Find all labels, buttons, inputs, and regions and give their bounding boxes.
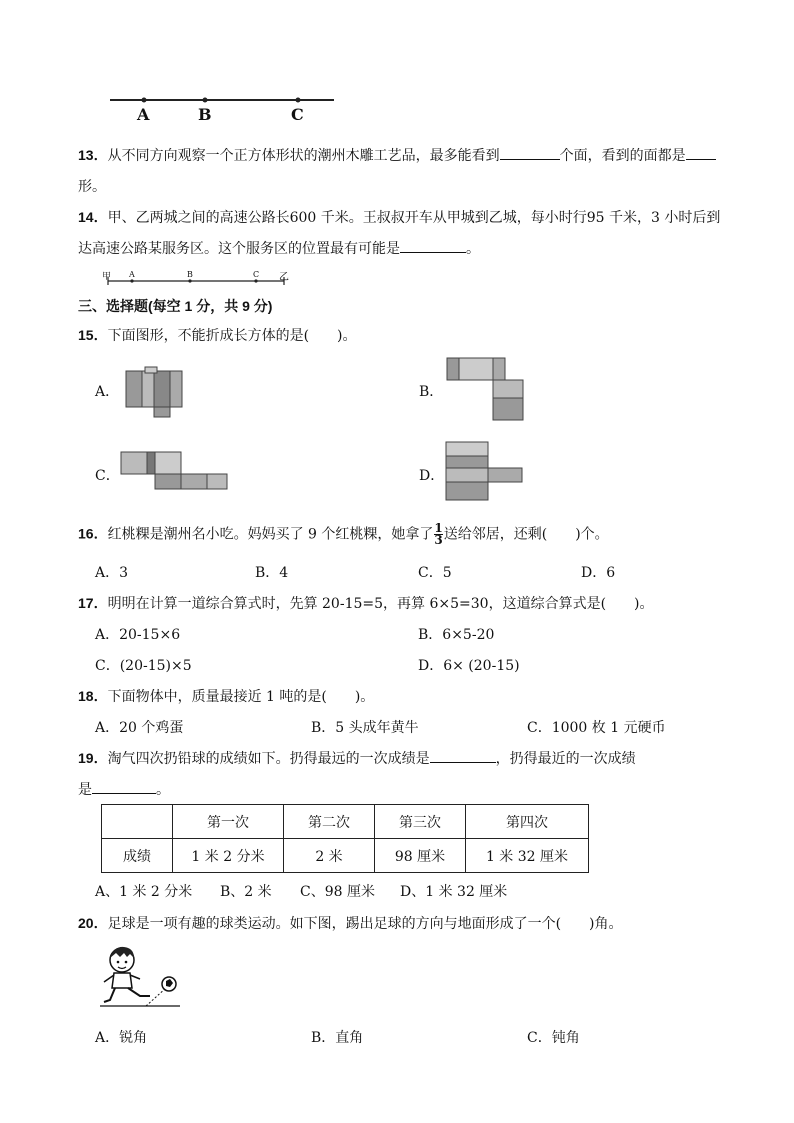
option-a[interactable]: A．锐角 bbox=[95, 1030, 148, 1046]
table-header-row bbox=[102, 805, 589, 839]
question-text: 明明在计算一道综合算式时，先算 20-15=5，再算 6×5=30，这道综合算式是( )。 bbox=[107, 596, 654, 612]
question-text: 足球是一项有趣的球类运动。如下图，踢出足球的方向与地面形成了一个( )角。 bbox=[107, 916, 623, 932]
score-table bbox=[101, 804, 589, 873]
fraction-denominator: 3 bbox=[434, 533, 443, 547]
net-figure-a bbox=[125, 366, 185, 418]
table-cell: 成绩 bbox=[102, 839, 173, 873]
table-cell: 1 米 2 分米 bbox=[173, 839, 284, 873]
soccer-player-illustration bbox=[100, 944, 182, 1010]
question-text: 。 bbox=[466, 241, 480, 257]
point-label-b: B bbox=[198, 105, 212, 124]
fraction-one-third bbox=[434, 523, 442, 546]
road-label-jia: 甲 bbox=[102, 272, 112, 282]
option-b[interactable]: B、2 米 bbox=[220, 884, 272, 900]
fraction-numerator: 1 bbox=[434, 521, 443, 535]
question-text: 达高速公路某服务区。这个服务区的位置最有可能是 bbox=[78, 241, 400, 257]
question-text: 个面，看到的面都是 bbox=[559, 148, 686, 164]
option-c[interactable]: C．钝角 bbox=[527, 1030, 580, 1046]
question-text: 甲、乙两城之间的高速公路长600 千米。王叔叔开车从甲城到乙城，每小时行95 千米，3 小时后到 bbox=[107, 210, 721, 226]
question-number: 14． bbox=[78, 209, 108, 225]
point-label-c: C bbox=[291, 105, 304, 124]
question-text: 是 bbox=[78, 782, 92, 798]
question-text: 下面物体中，质量最接近 1 吨的是( )。 bbox=[107, 689, 375, 705]
road-label-yi: 乙 bbox=[279, 272, 289, 283]
table-row bbox=[102, 839, 589, 873]
road-label-c: C bbox=[253, 270, 260, 279]
question-13 bbox=[78, 145, 716, 165]
option-a[interactable]: A、1 米 2 分米 bbox=[95, 884, 193, 900]
option-d[interactable]: D．6 bbox=[581, 565, 616, 581]
answer-blank[interactable] bbox=[500, 145, 560, 160]
option-a[interactable]: A．20-15×6 bbox=[95, 627, 181, 643]
option-d[interactable]: D、1 米 32 厘米 bbox=[400, 884, 508, 900]
question-number: 16． bbox=[78, 525, 108, 542]
road-label-a: A bbox=[129, 270, 135, 279]
option-d[interactable]: D．6× (20-15) bbox=[418, 658, 520, 674]
question-20 bbox=[78, 913, 623, 933]
net-figure-c bbox=[120, 451, 230, 491]
question-15 bbox=[78, 325, 357, 345]
question-14 bbox=[78, 207, 720, 227]
option-c[interactable]: C．1000 枚 1 元硬币 bbox=[527, 720, 666, 736]
option-b[interactable]: B．6×5-20 bbox=[418, 627, 495, 643]
answer-blank[interactable] bbox=[430, 748, 496, 763]
question-19-line2 bbox=[78, 779, 170, 799]
question-number: 13． bbox=[78, 147, 108, 163]
table-cell: 2 米 bbox=[284, 839, 375, 873]
option-b[interactable]: B．4 bbox=[255, 565, 289, 581]
net-figure-b bbox=[446, 357, 526, 421]
option-a-label[interactable]: A． bbox=[95, 384, 120, 400]
road-label-b: B bbox=[187, 270, 193, 279]
question-text: 送给邻居，还剩( )个。 bbox=[443, 526, 609, 543]
option-b-label[interactable]: B． bbox=[419, 384, 444, 400]
option-a[interactable]: A．3 bbox=[95, 565, 129, 581]
question-17 bbox=[78, 593, 654, 613]
question-text: 淘气四次扔铅球的成绩如下。扔得最远的一次成绩是 bbox=[107, 751, 430, 767]
question-number: 18． bbox=[78, 688, 108, 704]
table-header-cell: 第一次 bbox=[173, 805, 284, 839]
answer-blank[interactable] bbox=[400, 238, 466, 253]
question-text: ，扔得最近的一次成绩 bbox=[495, 751, 636, 767]
option-d-label[interactable]: D． bbox=[419, 468, 445, 484]
table-header-cell: 第三次 bbox=[375, 805, 466, 839]
net-figure-d bbox=[445, 441, 525, 503]
table-cell: 1 米 32 厘米 bbox=[466, 839, 589, 873]
point-label-a: A bbox=[137, 105, 150, 124]
question-16 bbox=[78, 523, 609, 546]
question-13-line2: 形。 bbox=[78, 179, 106, 195]
question-19 bbox=[78, 748, 636, 768]
question-text: 下面图形，不能折成长方体的是( )。 bbox=[107, 328, 357, 344]
option-c[interactable]: C．5 bbox=[418, 565, 452, 581]
question-18 bbox=[78, 686, 374, 706]
option-b[interactable]: B．5 头成年黄牛 bbox=[311, 720, 419, 736]
option-b[interactable]: B．直角 bbox=[311, 1030, 364, 1046]
table-header-cell: 第四次 bbox=[466, 805, 589, 839]
question-text: 。 bbox=[156, 782, 170, 798]
option-c[interactable]: C、98 厘米 bbox=[300, 884, 375, 900]
answer-blank[interactable] bbox=[686, 145, 716, 160]
question-text: 红桃粿是潮州名小吃。妈妈买了 9 个红桃粿，她拿了 bbox=[107, 526, 434, 543]
question-number: 17． bbox=[78, 595, 108, 611]
table-header-cell bbox=[102, 805, 173, 839]
option-c-label[interactable]: C． bbox=[95, 468, 120, 484]
table-header-cell: 第二次 bbox=[284, 805, 375, 839]
section-heading: 三、选择题(每空 1 分，共 9 分) bbox=[78, 298, 273, 314]
question-number: 15． bbox=[78, 327, 108, 343]
option-a[interactable]: A．20 个鸡蛋 bbox=[95, 720, 184, 736]
question-14-line2 bbox=[78, 238, 480, 258]
question-number: 20． bbox=[78, 915, 108, 931]
answer-blank[interactable] bbox=[92, 779, 156, 794]
table-cell: 98 厘米 bbox=[375, 839, 466, 873]
question-number: 19． bbox=[78, 750, 108, 766]
option-c[interactable]: C．(20-15)×5 bbox=[95, 658, 192, 674]
question-text: 从不同方向观察一个正方体形状的潮州木雕工艺品，最多能看到 bbox=[107, 148, 500, 164]
